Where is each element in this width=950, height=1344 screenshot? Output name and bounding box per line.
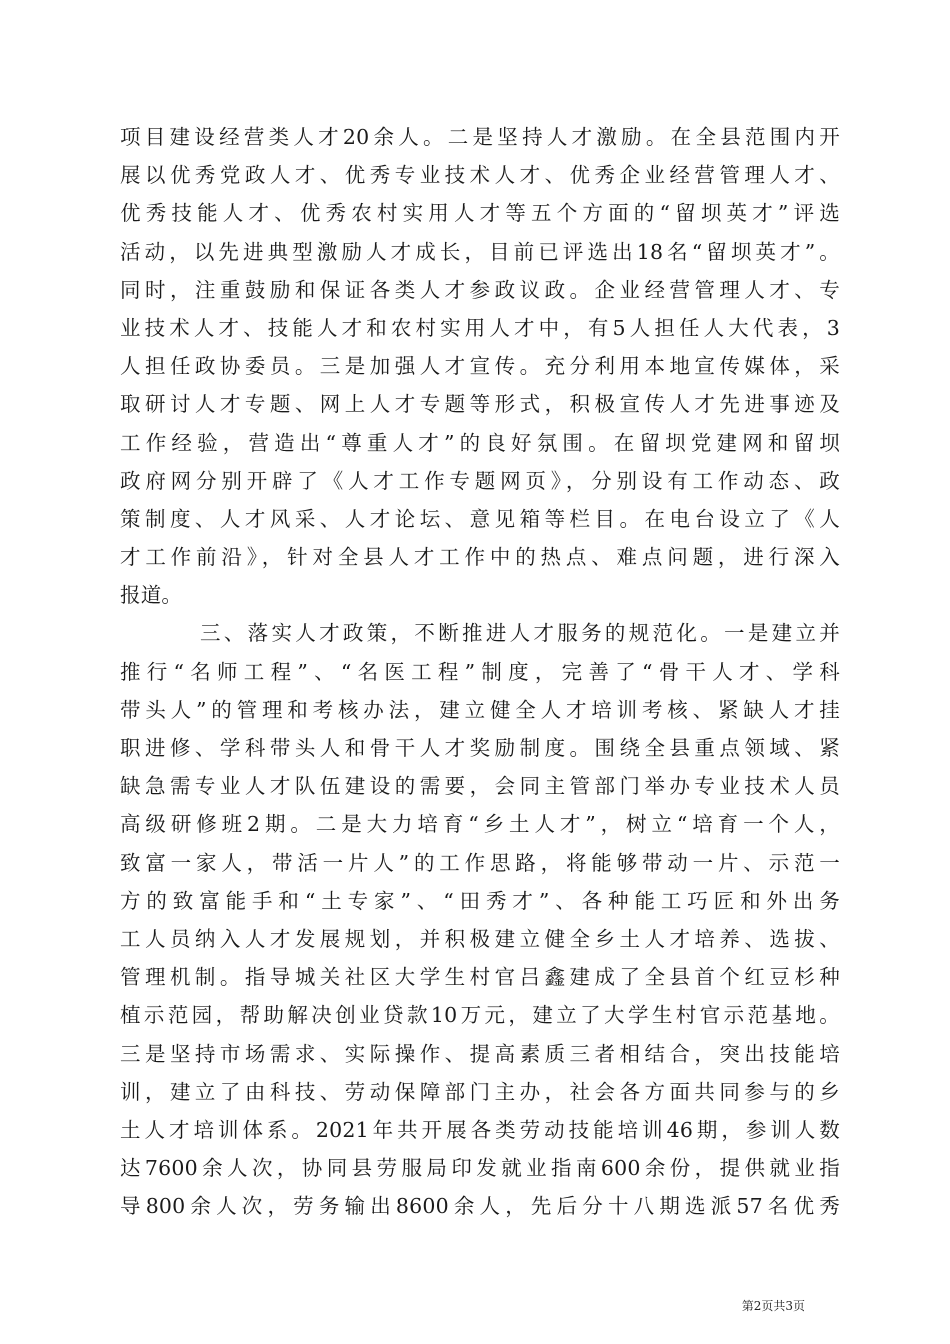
text-line: 三是坚持市场需求、实际操作、提高素质三者相结合，突出技能培 [120, 1041, 840, 1066]
text-line: 项目建设经营类人才20余人。二是坚持人才激励。在全县范围内开 [120, 125, 840, 149]
text-line: 推行“名师工程”、“名医工程”制度，完善了“骨干人才、学科 [120, 659, 840, 684]
text-line: 方的致富能手和“土专家”、“田秀才”、各种能工巧匠和外出务 [120, 888, 840, 913]
text-line: 导800余人次，劳务输出8600余人，先后分十八期选派57名优秀 [120, 1194, 840, 1219]
text-line: 取研讨人才专题、网上人才专题等形式，积极宣传人才先进事迹及 [120, 392, 840, 417]
text-line: 策制度、人才风采、人才论坛、意见箱等栏目。在电台设立了《人 [120, 506, 840, 531]
text-line: 才工作前沿》，针对全县人才工作中的热点、难点问题，进行深入 [120, 545, 840, 570]
text-line: 工作经验，营造出“尊重人才”的良好氛围。在留坝党建网和留坝 [120, 430, 840, 455]
page-footer [0, 1296, 950, 1316]
text-line: 业技术人才、技能人才和农村实用人才中，有5人担任人大代表，3 [120, 315, 840, 340]
text-line: 致富一家人，带活一片人”的工作思路，将能够带动一片、示范一 [120, 850, 840, 875]
text-line: 土人才培训体系。2021年共开展各类劳动技能培训46期，参训人数 [120, 1117, 840, 1142]
text-line: 植示范园，帮助解决创业贷款10万元，建立了大学生村官示范基地。 [120, 1003, 840, 1028]
body-text [120, 118, 840, 1225]
text-line: 训，建立了由科技、劳动保障部门主办，社会各方面共同参与的乡 [120, 1079, 840, 1104]
text-line: 报道。 [120, 583, 183, 608]
text-line: 政府网分别开辟了《人才工作专题网页》，分别设有工作动态、政 [120, 468, 840, 493]
text-line: 职进修、学科带头人和骨干人才奖励制度。围绕全县重点领域、紧 [120, 736, 840, 760]
page-number: 第2页共3页 [741, 1299, 805, 1313]
text-line: 带头人”的管理和考核办法，建立健全人才培训考核、紧缺人才挂 [120, 697, 840, 722]
paragraph-start-line: 三、落实人才政策，不断推进人才服务的规范化。一是建立并 [200, 621, 840, 646]
text-line: 达7600余人次，协同县劳服局印发就业指南600余份，提供就业指 [120, 1156, 840, 1181]
text-line: 人担任政协委员。三是加强人才宣传。充分利用本地宣传媒体，采 [120, 354, 840, 379]
text-line: 活动，以先进典型激励人才成长，目前已评选出18名“留坝英才”。 [120, 239, 840, 264]
text-line: 优秀技能人才、优秀农村实用人才等五个方面的“留坝英才”评选 [120, 201, 840, 226]
text-line: 管理机制。指导城关社区大学生村官吕鑫建成了全县首个红豆杉种 [120, 965, 840, 990]
text-line: 工人员纳入人才发展规划，并积极建立健全乡土人才培养、选拔、 [120, 926, 840, 951]
text-line: 展以优秀党政人才、优秀专业技术人才、优秀企业经营管理人才、 [120, 163, 840, 188]
text-line: 同时，注重鼓励和保证各类人才参政议政。企业经营管理人才、专 [120, 277, 840, 302]
text-line: 缺急需专业人才队伍建设的需要，会同主管部门举办专业技术人员 [120, 774, 840, 799]
text-line: 高级研修班2期。二是大力培育“乡土人才”，树立“培育一个人， [120, 812, 840, 837]
